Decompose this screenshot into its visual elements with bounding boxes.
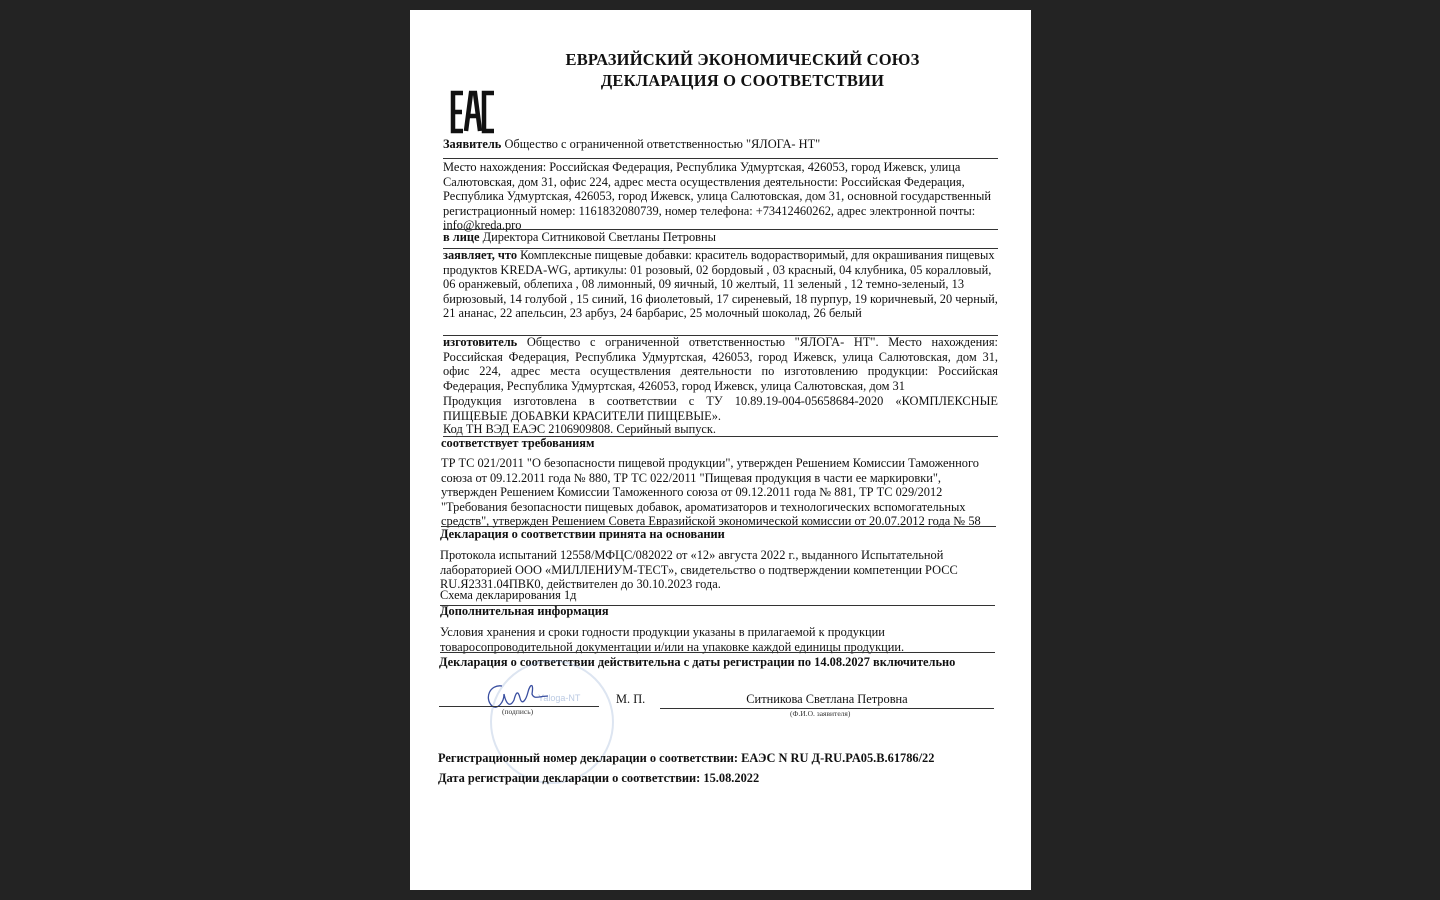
registration-number — [438, 751, 1018, 766]
registration-date — [438, 771, 1018, 786]
address: Место нахождения: Российская Федерация, Республика Удмуртская, 426053, город Ижевск, улица Салютовская, дом 31, офис 224, адрес места осуществления деятельности: Российская Федерация, Республика Удмуртская, 426053, город Ижевск, улица Салютовская, дом 31, основной государственный регистрационный номер: 1161832080739, номер телефона: +73412460262, адрес электронной почты: info@kreda.pro — [443, 160, 991, 233]
basis-label — [440, 527, 995, 542]
title-union: ЕВРАЗИЙСКИЙ ЭКОНОМИЧЕСКИЙ СОЮЗ — [565, 50, 920, 69]
eac-logo-icon — [450, 90, 496, 134]
manufacturer-label: изготовитель — [443, 335, 518, 349]
validity-text: Декларация о соответствии действительна с даты регистрации по 14.08.2027 включительно — [439, 655, 956, 669]
additional-label — [440, 604, 995, 619]
tu-reference: Продукция изготовлена в соответствии с ТУ 10.89.19-004-05658684-2020 «КОМПЛЕКСНЫЕ ПИЩЕВЫЕ ДОБАВКИ КРАСИТЕЛИ ПИЩЕВЫЕ». — [443, 394, 998, 423]
basis-text: Протокола испытаний 12558/МФЦС/082022 от «12» августа 2022 г., выданного Испытательной лабораторией ООО «МИЛЛЕНИУМ-ТЕСТ», свидетельство о подтверждении компетенции РОСС RU.Я2331.04ПВК0, действителен до 30.10.2023 года. — [440, 548, 958, 592]
represented-by — [443, 230, 998, 245]
declares-value: Комплексные пищевые добавки: краситель водорастворимый, для окрашивания пищевых продуктов KREDA-WG, артикулы: 01 розовый, 02 бордовый , 03 красный, 04 клубника, 05 коралловый, 06 оранжевый, облепиха , 08 лимонный, 09 яичный, 10 желтый, 11 зеленый , 12 темно-зеленый, 13 бирюзовый, 14 голубой , 15 синий, 16 фиолетовый, 17 сиреневый, 18 пурпур, 19 коричневый, 20 черный, 21 ананас, 22 апельсин, 23 арбуз, 24 барбарис, 25 молочный шоколад, 26 белый — [443, 248, 998, 321]
declares — [443, 248, 998, 321]
basis-heading: Декларация о соответствии принята на основании — [440, 527, 725, 541]
declaration-scheme: Схема декларирования 1д — [440, 588, 577, 602]
registration-date-text: Дата регистрации декларации о соответствии: 15.08.2022 — [438, 771, 760, 785]
applicant-value: Общество с ограниченной ответственностью "ЯЛОГА- НТ" — [504, 137, 821, 151]
additional-heading: Дополнительная информация — [440, 604, 609, 618]
applicant — [443, 137, 998, 152]
manufacturer-value: Общество с ограниченной ответственностью "ЯЛОГА- НТ". Место нахождения: Российская Федерация, Республика Удмуртская, 426053, город Ижевск, улица Салютовская, дом 31, офис 224, адрес места осуществления деятельности по изготовлению продукции: Российская Федерация, Республика Удмуртская, 426053, город Ижевск, улица Салютовская, дом 31 — [443, 335, 998, 393]
requirements-heading: соответствует требованиям — [441, 436, 595, 450]
declaration-document — [410, 10, 1031, 890]
additional-text: Условия хранения и сроки годности продукции указаны в прилагаемой к продукции товаросопроводительной документации и/или на упаковке каждой единицы продукции. — [440, 625, 905, 654]
divider — [443, 158, 998, 159]
represented-by-value: Директора Ситниковой Светланы Петровны — [482, 230, 716, 244]
name-caption: (Ф.И.О. заявителя) — [790, 709, 851, 718]
requirements-text: ТР ТС 021/2011 "О безопасности пищевой продукции", утвержден Решением Комиссии Таможенного союза от 09.12.2011 года № 880, ТР ТС 022/2011 "Пищевая продукция в части ее маркировки", утвержден Решением Комиссии Таможенного союза от 09.12.2011 года № 881, ТР ТС 029/2012 "Требования безопасности пищевых добавок, ароматизаторов и технологических вспомогательных средств", утвержден Решением Совета Евразийской экономической комиссии от 20.07.2012 года № 58 — [441, 456, 981, 529]
manufacturer — [443, 335, 998, 393]
tn-ved-code: Код ТН ВЭД ЕАЭС 2106909808. Серийный выпуск. — [443, 422, 717, 436]
title-declaration: ДЕКЛАРАЦИЯ О СООТВЕТСТВИИ — [600, 71, 885, 90]
represented-by-label: в лице — [443, 230, 480, 244]
divider — [440, 652, 995, 653]
applicant-name: Ситникова Светлана Петровна — [746, 692, 908, 706]
stamp-text: Yaloga-NT — [538, 693, 581, 703]
requirements-label — [441, 436, 996, 451]
declares-label: заявляет, что — [443, 248, 518, 262]
applicant-label: Заявитель — [443, 137, 502, 151]
registration-number-text: Регистрационный номер декларации о соответствии: ЕАЭС N RU Д-RU.PA05.B.61786/22 — [438, 751, 935, 765]
signature-caption: (подпись) — [502, 707, 534, 716]
stamp-place: М. П. — [616, 692, 646, 706]
